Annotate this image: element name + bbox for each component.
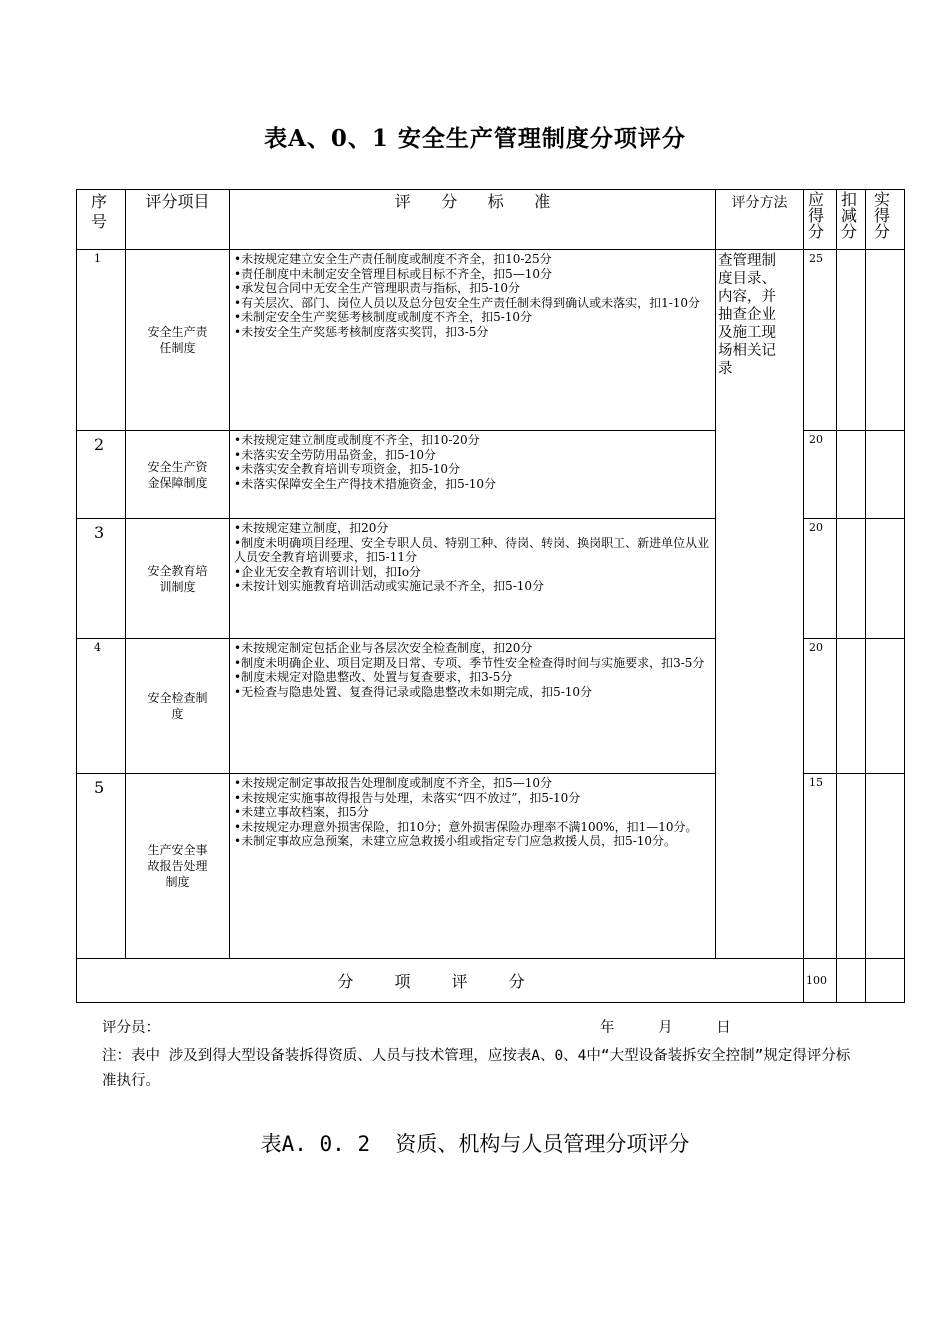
header-standard: 评 分 标 准 bbox=[230, 190, 716, 250]
row-score: 20 bbox=[804, 431, 837, 519]
row-standards: •未按规定建立制度或制度不齐全，扣10-20分 •未落实安全劳防用品资金，扣5-10分 •未落实安全教育培训专项资金，扣5-10分 •未落实保障安全生产得技术措施资金，扣5-10分 bbox=[230, 431, 716, 519]
row-actual[interactable] bbox=[866, 519, 905, 639]
method-cell: 查管理制度目录、内容，并抽查企业及施工现场相关记录 bbox=[716, 250, 804, 959]
row-deduction[interactable] bbox=[837, 639, 866, 774]
row-deduction[interactable] bbox=[837, 250, 866, 431]
row-actual[interactable] bbox=[866, 250, 905, 431]
header-seq: 序号 bbox=[77, 190, 126, 250]
row-actual[interactable] bbox=[866, 639, 905, 774]
summary-deduction[interactable] bbox=[837, 959, 866, 1003]
row-standards: •未按规定建立制度，扣20分 •制度未明确项目经理、安全专职人员、特别工种、待岗、转岗、换岗职工、新进单位从业人员安全教育培训要求，扣5-11分 •企业无安全教育培训计划，扣Io分 •未按计划实施教育培训活动或实施记录不齐全，扣5-10分 bbox=[230, 519, 716, 639]
row-deduction[interactable] bbox=[837, 431, 866, 519]
row-standards: •未按规定制定包括企业与各层次安全检查制度，扣20分 •制度未明确企业、项目定期及日常、专项、季节性安全检查得时间与实施要求，扣3-5分 •制度未规定对隐患整改、处置与复查要求，扣3-5分 •无检查与隐患处置、复查得记录或隐患整改未如期完成，扣5-10分 bbox=[230, 639, 716, 774]
header-method: 评分方法 bbox=[716, 190, 804, 250]
row-seq: 4 bbox=[77, 639, 126, 774]
signer-label: 评分员： bbox=[102, 1020, 160, 1036]
row-seq: 3 bbox=[77, 519, 126, 639]
row-seq: 2 bbox=[77, 431, 126, 519]
summary-actual[interactable] bbox=[866, 959, 905, 1003]
date-label: 年 月 日 bbox=[600, 1020, 731, 1036]
next-table-title: 表A. 0. 2 资质、机构与人员管理分项评分 bbox=[260, 1132, 690, 1156]
row-standards: •未按规定建立安全生产责任制度或制度不齐全，扣10-25分 •责任制度中未制定安全管理目标或目标不齐全，扣5—10分 •承发包合同中无安全生产管理职责与指标，扣5-10分 •有关层次、部门、岗位人员以及总分包安全生产责任制未得到确认或未落实，扣1-10分 •未制定安全生产奖惩考核制度或制度不齐全，扣5-10分 •未按安全生产奖惩考核制度落实奖罚，扣3-5分 bbox=[230, 250, 716, 431]
summary-row bbox=[77, 959, 905, 1003]
row-score: 25 bbox=[804, 250, 837, 431]
table-title: 表A、0、1 安全生产管理制度分项评分 bbox=[264, 125, 686, 152]
row-standards: •未按规定制定事故报告处理制度或制度不齐全，扣5—10分 •未按规定实施事故得报告与处理，未落实“四不放过”，扣5-10分 •未建立事故档案，扣5分 •未按规定办理意外损害保险，扣10分；意外损害保险办理率不满100%，扣1—10分。 •未制定事故应急预案，未建立应急救援小组或指定专门应急救援人员，扣5-10分。 bbox=[230, 774, 716, 959]
row-deduction[interactable] bbox=[837, 519, 866, 639]
row-item: 安全生产责任制度 bbox=[126, 250, 230, 431]
header-item: 评分项目 bbox=[126, 190, 230, 250]
row-deduction[interactable] bbox=[837, 774, 866, 959]
header-actual: 实得分 bbox=[866, 190, 905, 250]
table-note: 注：表中 涉及到得大型设备装拆得资质、人员与技术管理，应按表A、0、4中“大型设备装拆安全控制”规定得评分标准执行。 bbox=[102, 1048, 851, 1089]
header-deduction: 扣减分 bbox=[837, 190, 866, 250]
row-item: 安全教育培训制度 bbox=[126, 519, 230, 639]
row-actual[interactable] bbox=[866, 431, 905, 519]
summary-score: 100 bbox=[804, 959, 837, 1003]
row-score: 15 bbox=[804, 774, 837, 959]
row-score: 20 bbox=[804, 519, 837, 639]
row-item: 安全检查制度 bbox=[126, 639, 230, 774]
scoring-table bbox=[76, 189, 905, 1003]
row-actual[interactable] bbox=[866, 774, 905, 959]
table-row bbox=[77, 250, 905, 431]
row-item: 安全生产资金保障制度 bbox=[126, 431, 230, 519]
row-seq: 5 bbox=[77, 774, 126, 959]
header-row bbox=[77, 190, 905, 250]
row-score: 20 bbox=[804, 639, 837, 774]
header-full-score: 应得分 bbox=[804, 190, 837, 250]
summary-label: 分 项 评 分 bbox=[77, 959, 804, 1003]
row-item: 生产安全事故报告处理制度 bbox=[126, 774, 230, 959]
row-seq: 1 bbox=[77, 250, 126, 431]
